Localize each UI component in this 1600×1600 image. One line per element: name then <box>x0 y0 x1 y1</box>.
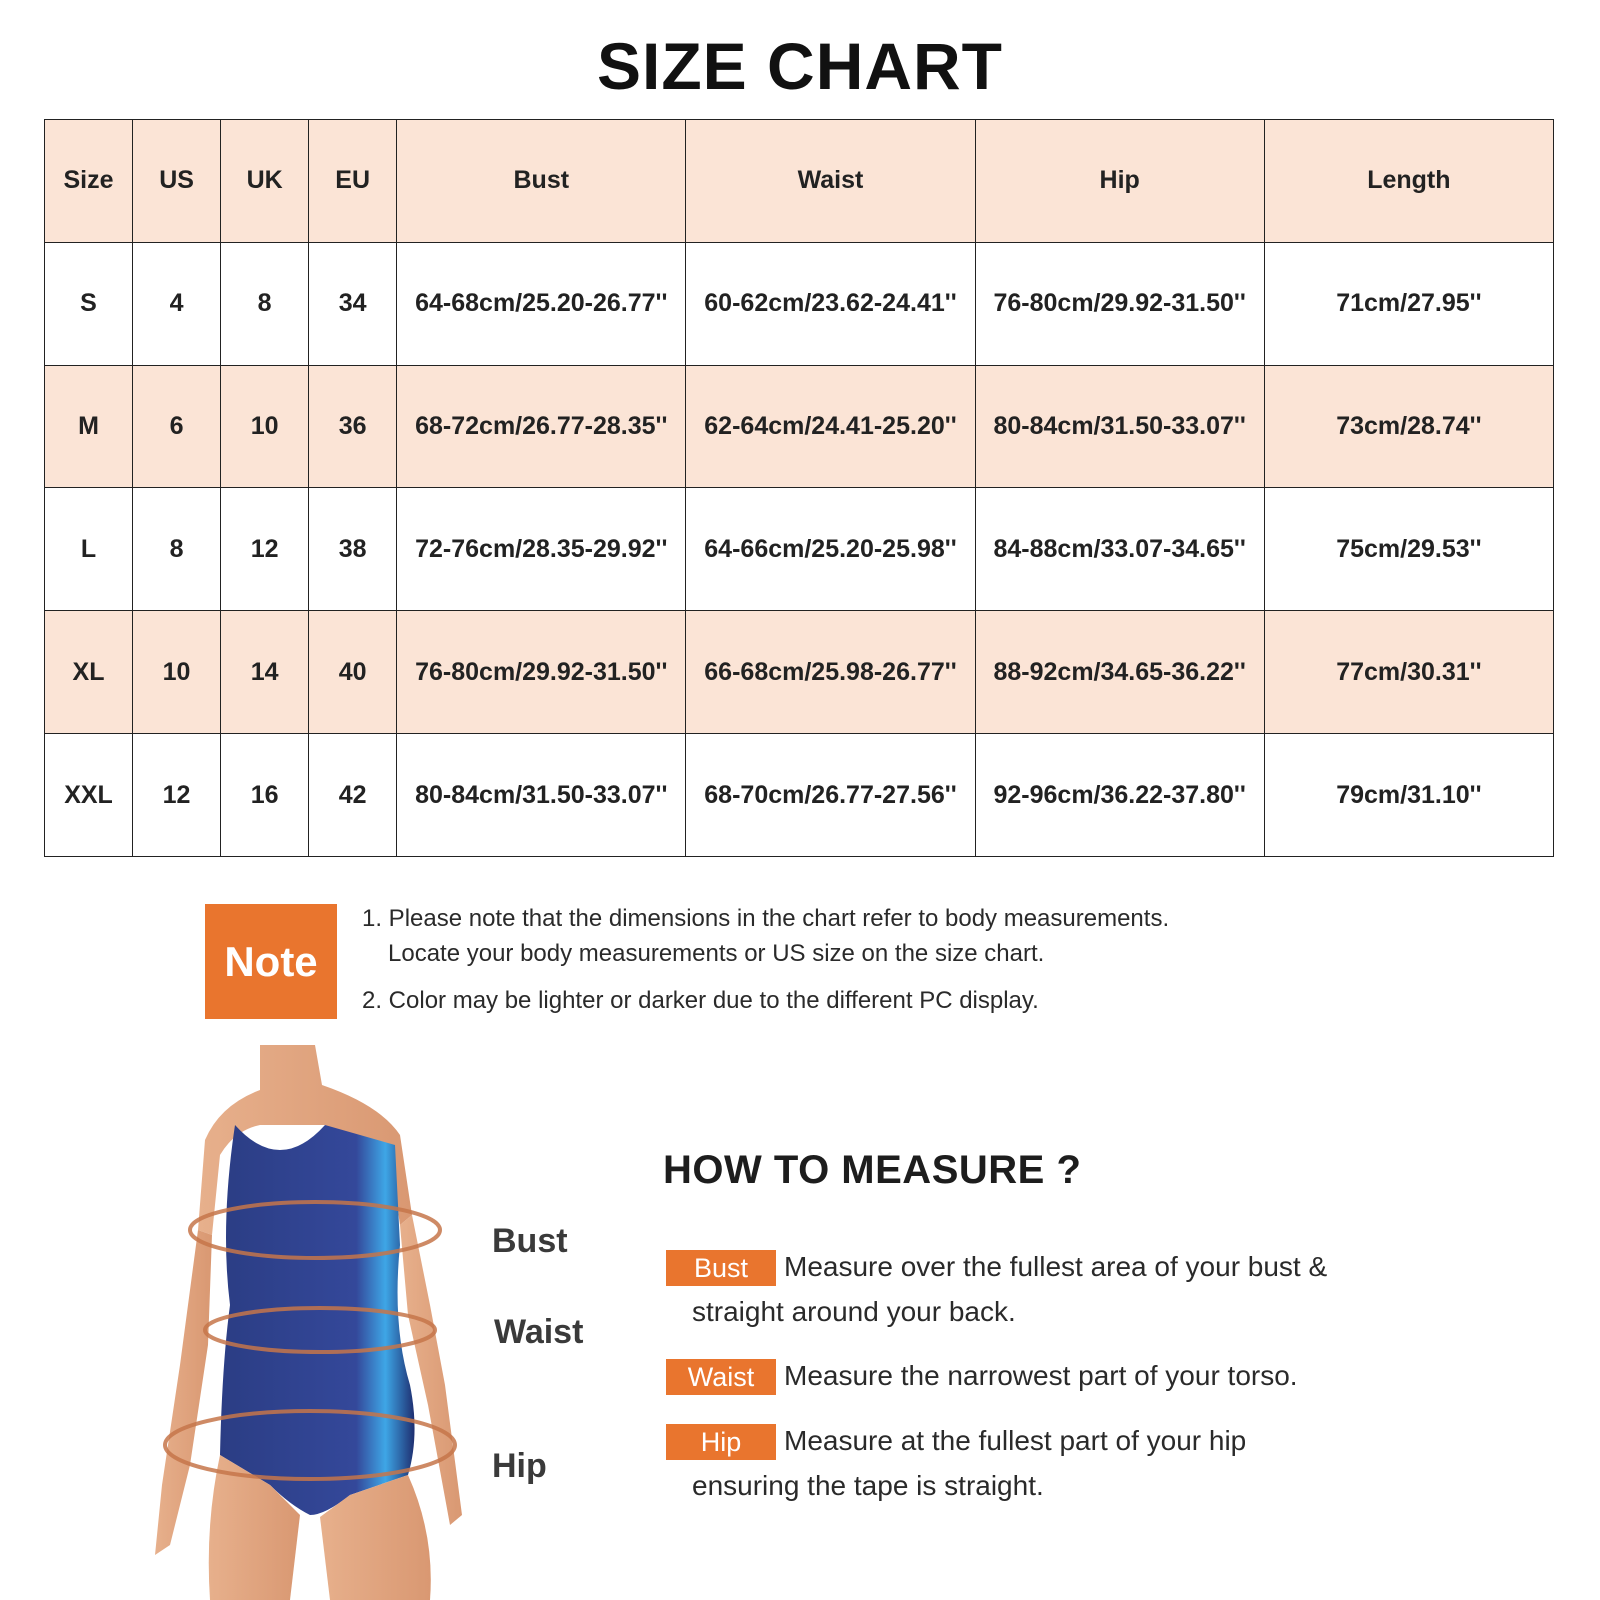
table-cell: 16 <box>221 734 309 857</box>
table-row <box>45 365 1554 488</box>
table-cell: 10 <box>221 365 309 488</box>
header-cell: Length <box>1264 120 1553 243</box>
table-cell: 10 <box>133 611 221 734</box>
header-cell: Waist <box>686 120 975 243</box>
table-header-row <box>45 120 1554 243</box>
table-cell: 66-68cm/25.98-26.77'' <box>686 611 975 734</box>
table-cell: 88-92cm/34.65-36.22'' <box>975 611 1264 734</box>
swimsuit-shape <box>220 1125 415 1515</box>
table-cell: 6 <box>133 365 221 488</box>
table-cell: 40 <box>309 611 397 734</box>
table-cell: 34 <box>309 242 397 365</box>
table-cell: 14 <box>221 611 309 734</box>
bust-instruction: Measure over the fullest area of your bust & <box>784 1251 1328 1282</box>
hip-instruction: Measure at the fullest part of your hip <box>784 1425 1247 1456</box>
table-cell: 84-88cm/33.07-34.65'' <box>975 488 1264 611</box>
table-cell: 73cm/28.74'' <box>1264 365 1553 488</box>
header-cell: UK <box>221 120 309 243</box>
table-cell: 92-96cm/36.22-37.80'' <box>975 734 1264 857</box>
page-title: SIZE CHART <box>597 29 1003 103</box>
how-to-measure-title: HOW TO MEASURE ? <box>663 1148 1082 1192</box>
table-cell: L <box>45 488 133 611</box>
bust-tag: Bust <box>666 1250 776 1286</box>
hip-tag: Hip <box>666 1424 776 1460</box>
table-cell: 36 <box>309 365 397 488</box>
note-badge: Note <box>205 904 337 1019</box>
table-row <box>45 242 1554 365</box>
table-cell: 64-66cm/25.20-25.98'' <box>686 488 975 611</box>
header-cell: Size <box>45 120 133 243</box>
table-row <box>45 734 1554 857</box>
table-cell: 62-64cm/24.41-25.20'' <box>686 365 975 488</box>
table-cell: 77cm/30.31'' <box>1264 611 1553 734</box>
waist-tag: Waist <box>666 1359 776 1395</box>
table-cell: 12 <box>221 488 309 611</box>
note-line-1: 1. Please note that the dimensions in the chart refer to body measurements. <box>362 905 1170 932</box>
header-cell: Bust <box>397 120 686 243</box>
table-cell: 80-84cm/31.50-33.07'' <box>975 365 1264 488</box>
table-cell: S <box>45 242 133 365</box>
table-cell: 8 <box>133 488 221 611</box>
table-cell: 76-80cm/29.92-31.50'' <box>397 611 686 734</box>
header-cell: Hip <box>975 120 1264 243</box>
swimsuit-figure <box>150 1045 470 1600</box>
waist-instruction: Measure the narrowest part of your torso. <box>784 1360 1298 1391</box>
table-cell: 4 <box>133 242 221 365</box>
note-line-2: 2. Color may be lighter or darker due to the different PC display. <box>362 987 1039 1014</box>
header-cell: US <box>133 120 221 243</box>
hip-instruction-2: ensuring the tape is straight. <box>692 1470 1044 1501</box>
table-cell: 68-72cm/26.77-28.35'' <box>397 365 686 488</box>
left-arm-shape <box>155 1230 212 1555</box>
bust-instruction-2: straight around your back. <box>692 1296 1016 1327</box>
table-cell: 42 <box>309 734 397 857</box>
table-cell: 79cm/31.10'' <box>1264 734 1553 857</box>
table-cell: 64-68cm/25.20-26.77'' <box>397 242 686 365</box>
table-cell: 68-70cm/26.77-27.56'' <box>686 734 975 857</box>
table-cell: XXL <box>45 734 133 857</box>
table-cell: 8 <box>221 242 309 365</box>
table-cell: 60-62cm/23.62-24.41'' <box>686 242 975 365</box>
figure-label-bust: Bust <box>492 1222 568 1260</box>
figure-label-hip: Hip <box>492 1447 547 1485</box>
table-row <box>45 488 1554 611</box>
table-cell: 71cm/27.95'' <box>1264 242 1553 365</box>
note-line-1b: Locate your body measurements or US size on the size chart. <box>388 940 1045 967</box>
table-cell: 75cm/29.53'' <box>1264 488 1553 611</box>
table-cell: 38 <box>309 488 397 611</box>
table-cell: XL <box>45 611 133 734</box>
header-cell: EU <box>309 120 397 243</box>
table-cell: M <box>45 365 133 488</box>
table-cell: 76-80cm/29.92-31.50'' <box>975 242 1264 365</box>
table-cell: 12 <box>133 734 221 857</box>
size-table <box>44 119 1554 857</box>
table-cell: 80-84cm/31.50-33.07'' <box>397 734 686 857</box>
table-cell: 72-76cm/28.35-29.92'' <box>397 488 686 611</box>
table-row <box>45 611 1554 734</box>
figure-label-waist: Waist <box>494 1313 584 1351</box>
